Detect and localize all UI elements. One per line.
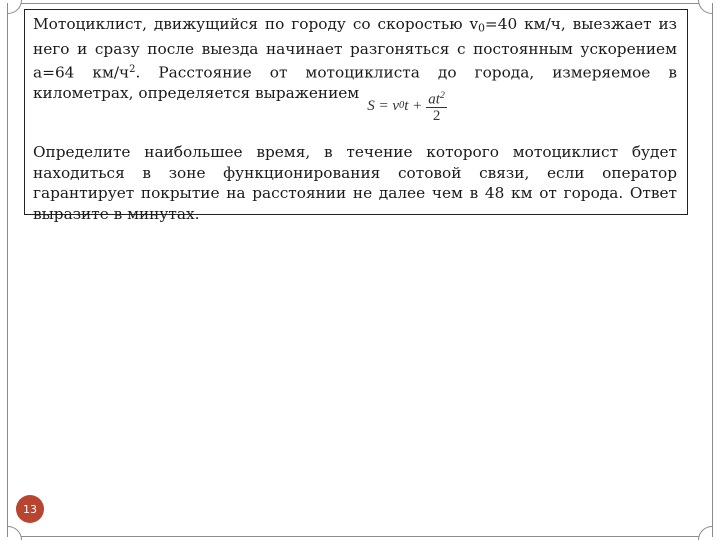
acceleration-symbol: a xyxy=(33,63,43,82)
problem-paragraph-1 xyxy=(33,14,677,124)
acceleration-unit-exponent: 2 xyxy=(129,63,136,75)
formula-lhs-subscript: 0 xyxy=(399,99,405,111)
fraction-numerator xyxy=(426,88,447,107)
frame-corner-bottom-left xyxy=(8,526,22,540)
frame-corner-bottom-right xyxy=(698,526,712,540)
frame-corner-top-left xyxy=(8,0,22,14)
distance-formula xyxy=(367,88,447,124)
p1-text-2: =40 км/ч, выезжает из него и сразу после выезда начинает разгоняться с постоянным ускорением xyxy=(33,15,677,59)
velocity-symbol: v xyxy=(469,15,479,33)
formula-t-plus: t + xyxy=(404,97,423,114)
p1-text-4: . Расстояние от мотоциклиста до города, измеряемое в километрах, определяется выражением xyxy=(33,63,677,102)
formula-fraction xyxy=(426,88,447,124)
problem-paragraph-2: Определите наибольшее время, в течение которого мотоциклист будет находиться в зоне функционирования сотовой связи, если оператор гарантирует покрытие на расстоянии не далее чем в 48 км от города. Ответ выразите в минутах. xyxy=(33,143,677,223)
frame-corner-top-right xyxy=(698,0,712,14)
problem-text-box xyxy=(24,9,688,223)
p1-text-1: Мотоциклист, движущийся по городу со скоростью xyxy=(33,15,470,33)
velocity-subscript: 0 xyxy=(478,21,485,35)
formula-lhs: S = v xyxy=(367,97,399,114)
numerator-text: at xyxy=(428,91,440,108)
page-number-badge: 13 xyxy=(16,495,44,523)
fraction-denominator: 2 xyxy=(432,108,441,125)
p1-text-3: =64 км/ч xyxy=(42,63,130,82)
numerator-exponent: 2 xyxy=(439,89,445,101)
